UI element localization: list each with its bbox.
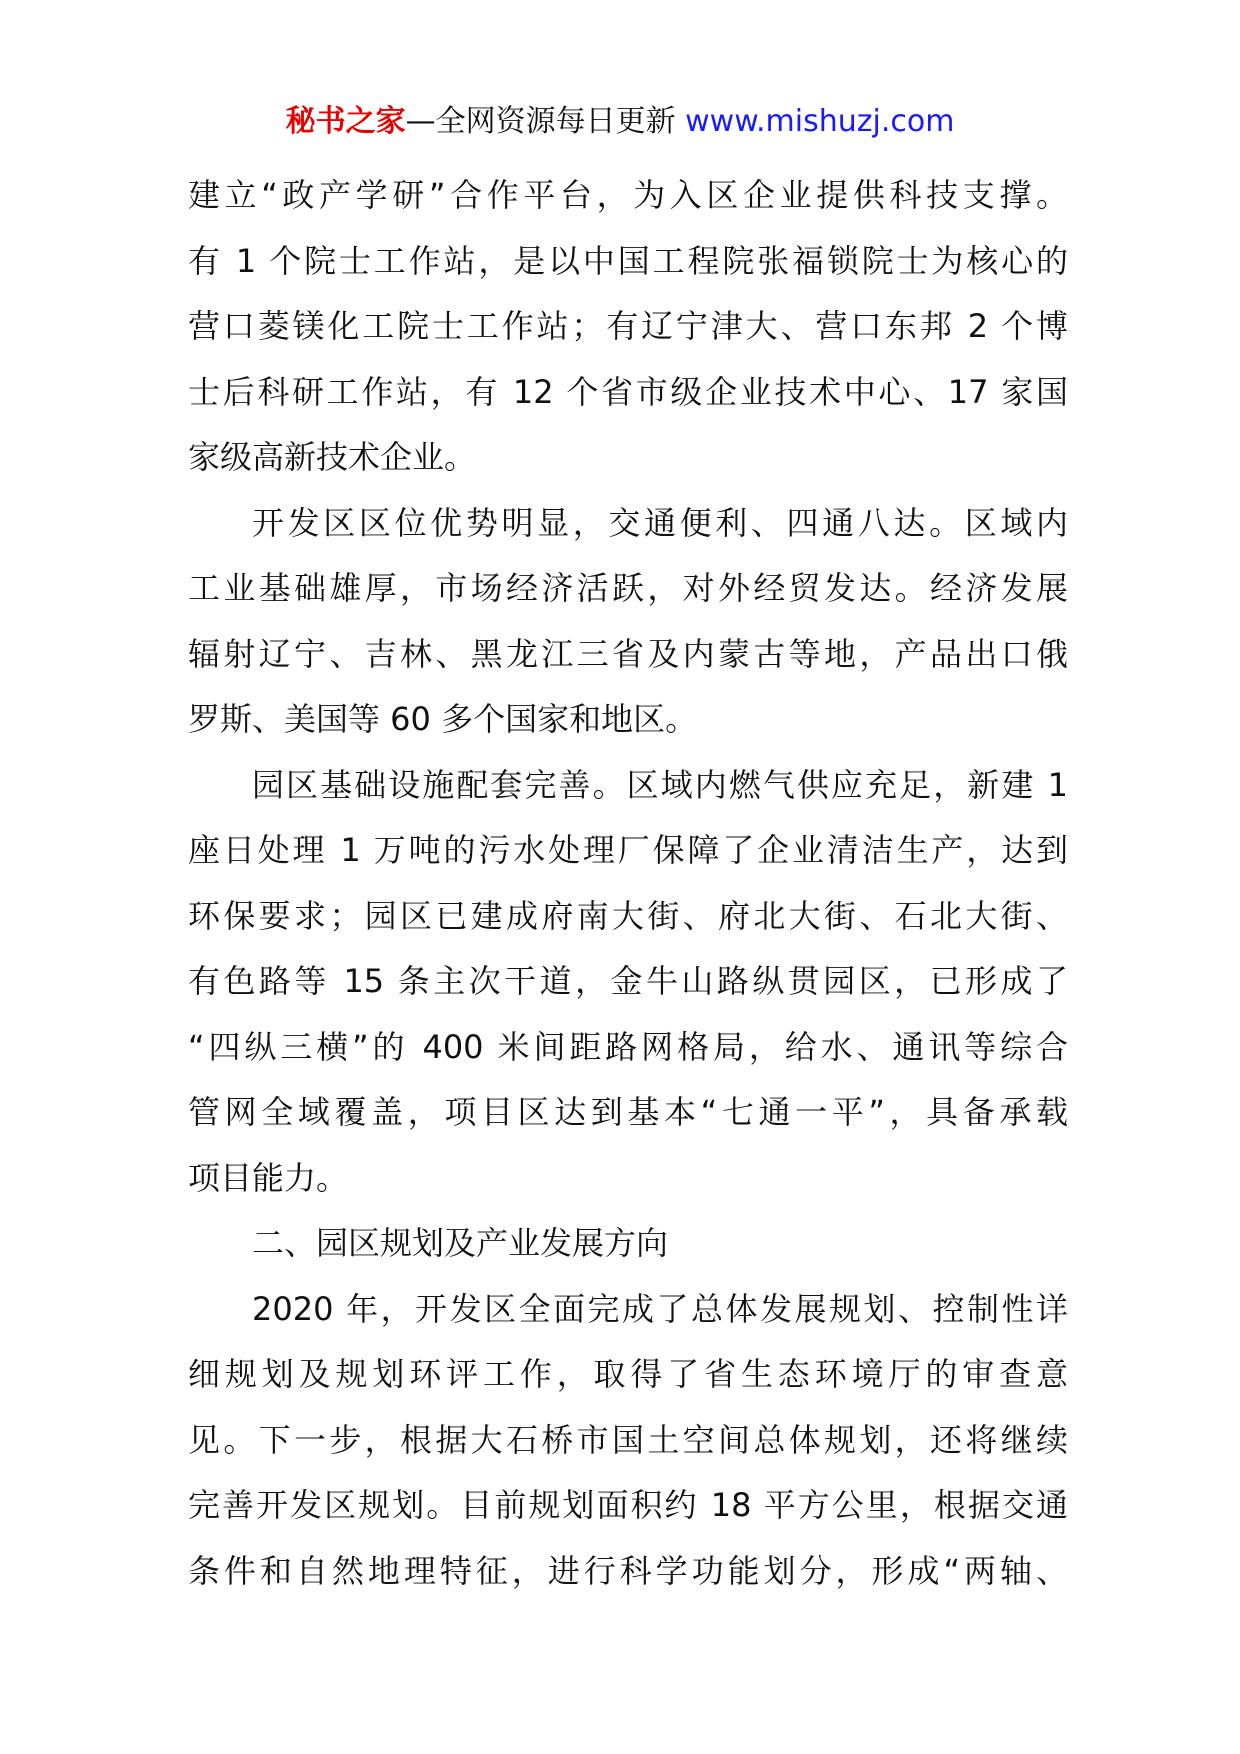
text-line: 建立“政产学研”合作平台，为入区企业提供科技支撑。	[188, 176, 1068, 214]
text-line: 罗斯、美国等 60 多个国家和地区。	[188, 700, 698, 738]
text-line: “四纵三横”的 400 米间距路网格局，给水、通讯等综合	[188, 1027, 1068, 1066]
site-url-link[interactable]: www.mishuzj.com	[685, 104, 955, 139]
text-line: 管网全域覆盖，项目区达到基本“七通一平”，具备承载	[188, 1093, 1068, 1131]
text-line: 园区基础设施配套完善。区域内燃气供应充足，新建 1	[252, 765, 1068, 804]
text-line: 士后科研工作站，有 12 个省市级企业技术中心、17 家国	[188, 372, 1068, 411]
text-line: 家级高新技术企业。	[188, 438, 477, 476]
text-line: 座日处理 1 万吨的污水处理厂保障了企业清洁生产，达到	[188, 831, 1068, 869]
text-line: 开发区区位优势明显，交通便利、四通八达。区域内	[252, 503, 1068, 542]
text-line: 完善开发区规划。目前规划面积约 18 平方公里，根据交通	[188, 1486, 1068, 1524]
text-line: 工业基础雄厚，市场经济活跃，对外经贸发达。经济发展	[188, 569, 1068, 607]
text-line: 细规划及规划环评工作，取得了省生态环境厅的审查意	[188, 1355, 1068, 1393]
text-line: 有 1 个院士工作站，是以中国工程院张福锁院士为核心的	[188, 241, 1068, 280]
text-line: 环保要求；园区已建成府南大街、府北大街、石北大街、	[188, 896, 1068, 935]
text-line: 辐射辽宁、吉林、黑龙江三省及内蒙古等地，产品出口俄	[188, 634, 1068, 673]
text-line: 营口菱镁化工院士工作站；有辽宁津大、营口东邦 2 个博	[188, 307, 1068, 345]
text-line: 见。下一步，根据大石桥市国土空间总体规划，还将继续	[188, 1420, 1068, 1459]
document-body	[188, 163, 1068, 1604]
text-line: 2020 年，开发区全面完成了总体发展规划、控制性详	[252, 1289, 1068, 1328]
page-header	[0, 102, 1240, 142]
text-line: 有色路等 15 条主次干道，金牛山路纵贯园区，已形成了	[188, 962, 1068, 1000]
text-line: 项目能力。	[188, 1158, 349, 1197]
header-tagline: —全网资源每日更新	[405, 104, 676, 139]
text-line: 条件和自然地理特征，进行科学功能划分，形成“两轴、	[188, 1551, 1068, 1590]
section-heading: 二、园区规划及产业发展方向	[252, 1224, 669, 1262]
brand-name: 秘书之家	[285, 104, 406, 139]
